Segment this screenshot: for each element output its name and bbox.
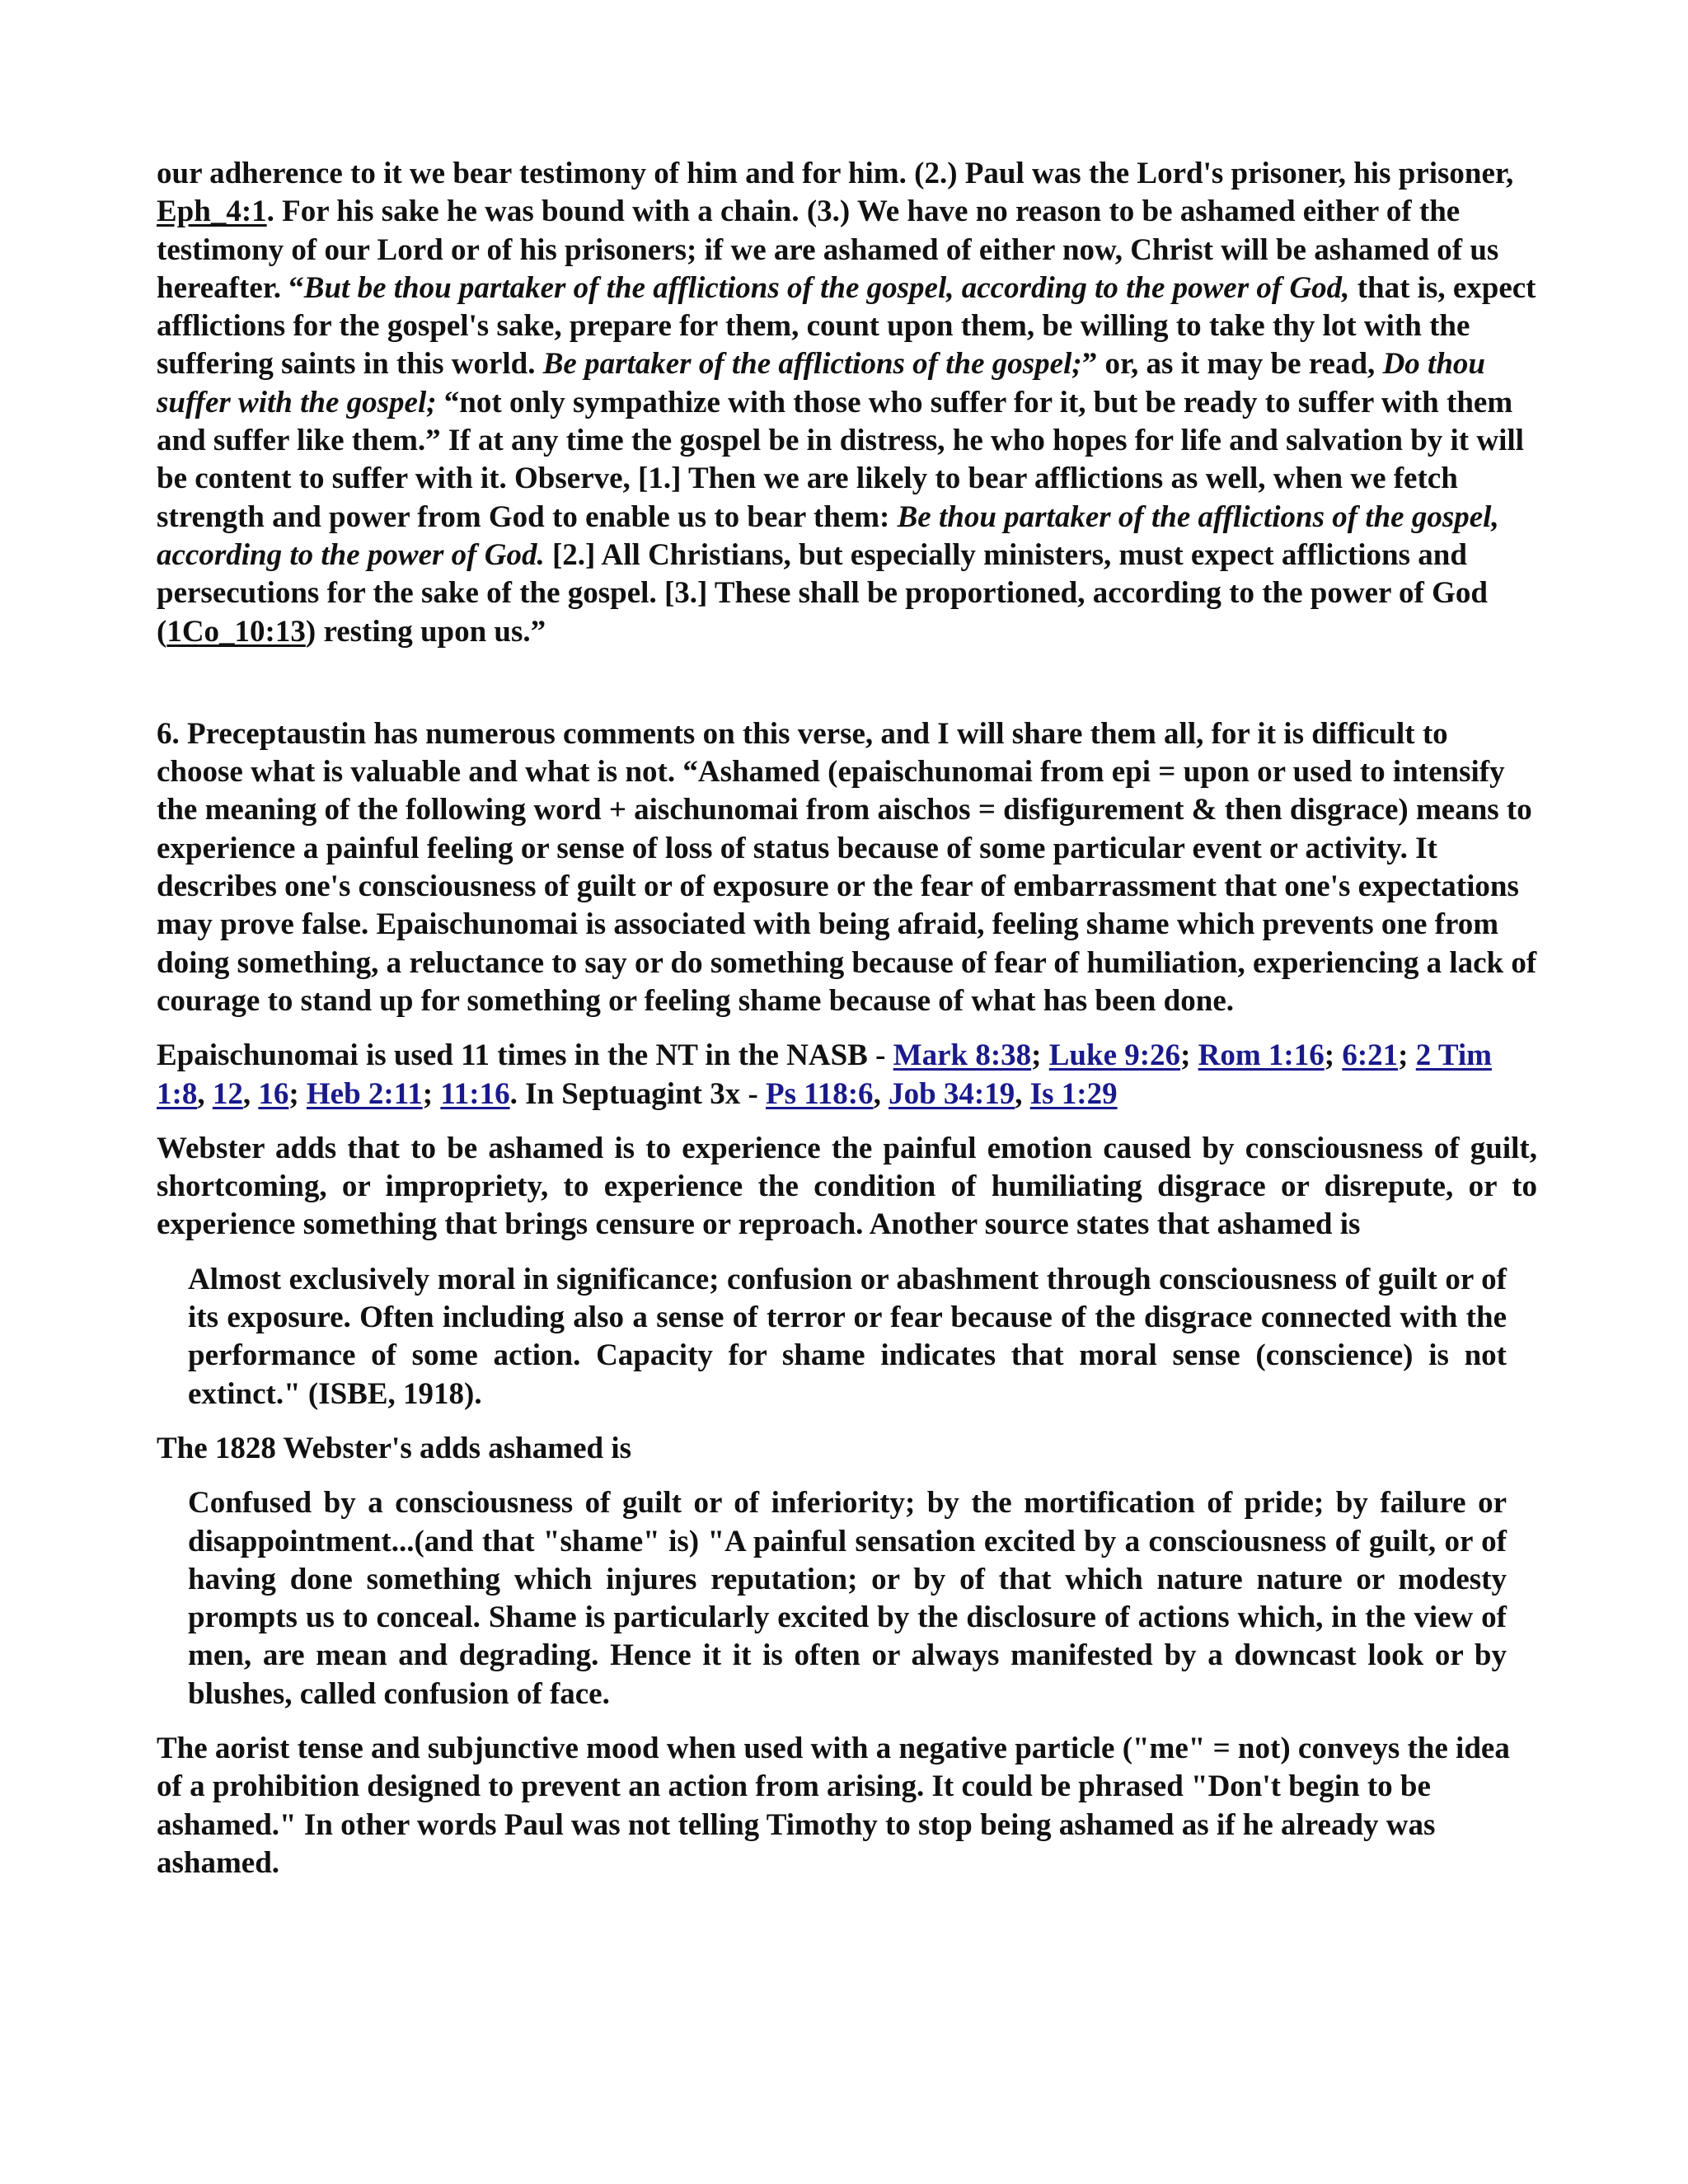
- scripture-link[interactable]: 1Co_10:13: [166, 614, 306, 649]
- italic-quote: But be thou partaker of the afflictions of the gospel, according to the power of God,: [303, 270, 1350, 305]
- usage-mid: . In Septuagint 3x -: [509, 1076, 767, 1111]
- scripture-link[interactable]: Rom 1:16: [1198, 1038, 1325, 1073]
- scripture-link[interactable]: Mark 8:38: [893, 1038, 1032, 1073]
- scripture-link[interactable]: Ps 118:6: [766, 1076, 874, 1111]
- text-segment: [2.] All Christians, but especially ministers, must expect afflictions and persecutions for the sake of the gospel. [3.] These shall be proportioned, according to the power of God (: [157, 537, 1488, 649]
- webster-paragraph: Webster adds that to be ashamed is to experience the painful emotion caused by consciousness of guilt, shortcoming, or impropriety, to experience the condition of humiliating disgrace or disrepute, or to experience something that brings censure or reproach. Another source states that ashamed is: [157, 1131, 1537, 1242]
- usage-paragraph: Epaischunomai is used 11 times in the NT in the NASB - Mark 8:38; Luke 9:26; Rom 1:16; 6:21; 2 Tim 1:8, 12, 16; Heb 2:11; 11:16. In Septuagint 3x - Ps 118:6, Job 34:19, Is 1:29: [157, 1038, 1492, 1111]
- scripture-link[interactable]: Heb 2:11: [306, 1076, 423, 1111]
- scripture-link[interactable]: 11:16: [440, 1076, 510, 1111]
- text-segment: “not only sympathize with those who suffer for it, but be ready to suffer with them and suffer like them.” If at any time the gospel be in distress, he who hopes for life and salvation by it will be content to suffer with it. Observe, [1.] Then we are likely to bear afflictions as well, when we fetch strength and power from God to enable us to bear them:: [157, 385, 1524, 534]
- scripture-link[interactable]: 16: [258, 1076, 289, 1111]
- italic-quote: Be partaker of the afflictions of the gospel;: [542, 347, 1082, 382]
- text-segment: our adherence to it we bear testimony of him and for him. (2.) Paul was the Lord's prisoner, his prisoner,: [157, 157, 1514, 190]
- italic-quote: Do thou suffer with the gospel;: [157, 347, 1485, 419]
- scripture-link[interactable]: Eph_4:1: [157, 194, 267, 229]
- block-quote-isbe: Almost exclusively moral in significance; confusion or abashment through consciousness of guilt or of its exposure. Often including also a sense of terror or fear because of the disgrace connected with the performance of some action. Capacity for shame indicates that moral sense (conscience) is not extinct." (ISBE, 1918).: [188, 1262, 1507, 1411]
- aorist-paragraph: The aorist tense and subjunctive mood when used with a negative particle ("me" = not) conveys the idea of a prohibition designed to prevent an action from arising. It could be phrased "Don't begin to be ashamed." In other words Paul was not telling Timothy to stop being ashamed as if he already was ashamed.: [157, 1731, 1510, 1880]
- scripture-link[interactable]: Luke 9:26: [1048, 1038, 1181, 1073]
- block-quote-webster-1828: Confused by a consciousness of guilt or of inferiority; by the mortification of pride; by failure or disappointment...(and that "shame" is) "A painful sensation excited by a consciousness of guilt, or of having done something which injures reputation; or by of that which nature nature or modesty prompts us to conceal. Shame is particularly excited by the disclosure of actions which, in the view of men, are mean and degrading. Hence it it is often or always manifested by a downcast look or by blushes, called confusion of face.: [188, 1486, 1507, 1711]
- scripture-link[interactable]: 6:21: [1342, 1038, 1399, 1073]
- commentary-paragraph: [157, 155, 1537, 651]
- numbered-paragraph: 6. Preceptaustin has numerous comments on this verse, and I will share them all, for it is difficult to choose what is valuable and what is not. “Ashamed (epaischunomai from epi = upon or used to intensify the meaning of the following word + aischunomai from aischos = disfigurement & then disgrace) means to experience a painful feeling or sense of loss of status because of some particular event or activity. It describes one's consciousness of guilt or of exposure or the fear of embarrassment that one's expectations may prove false. Epaischunomai is associated with being afraid, feeling shame which prevents one from doing something, a reluctance to say or do something because of fear of humiliation, experiencing a lack of courage to stand up for something or feeling shame because of what has been done.: [157, 716, 1537, 1018]
- text-segment: ” or, as it may be read,: [1081, 347, 1383, 382]
- scripture-link[interactable]: Is 1:29: [1029, 1076, 1118, 1111]
- text-segment: that is, expect afflictions for the gospel's sake, prepare for them, count upon them, be willing to take thy lot with the suffering saints in this world.: [157, 270, 1536, 382]
- document-page: [157, 155, 1537, 1882]
- scripture-link[interactable]: Job 34:19: [889, 1076, 1015, 1111]
- scripture-link[interactable]: 12: [212, 1076, 243, 1111]
- italic-quote: Be thou partaker of the afflictions of the gospel, according to the power of God.: [157, 499, 1499, 572]
- usage-intro: Epaischunomai is used 11 times in the NT in the NASB -: [157, 1038, 893, 1073]
- text-segment: ) resting upon us.”: [305, 614, 546, 649]
- webster-1828-intro: The 1828 Webster's adds ashamed is: [157, 1431, 631, 1465]
- scripture-link[interactable]: 2 Tim 1:8: [157, 1038, 1492, 1111]
- text-segment: . For his sake he was bound with a chain. (3.) We have no reason to be ashamed either of the testimony of our Lord or of his prisoners; if we are ashamed of either now, Christ will be ashamed of us hereafter. “: [157, 194, 1499, 305]
